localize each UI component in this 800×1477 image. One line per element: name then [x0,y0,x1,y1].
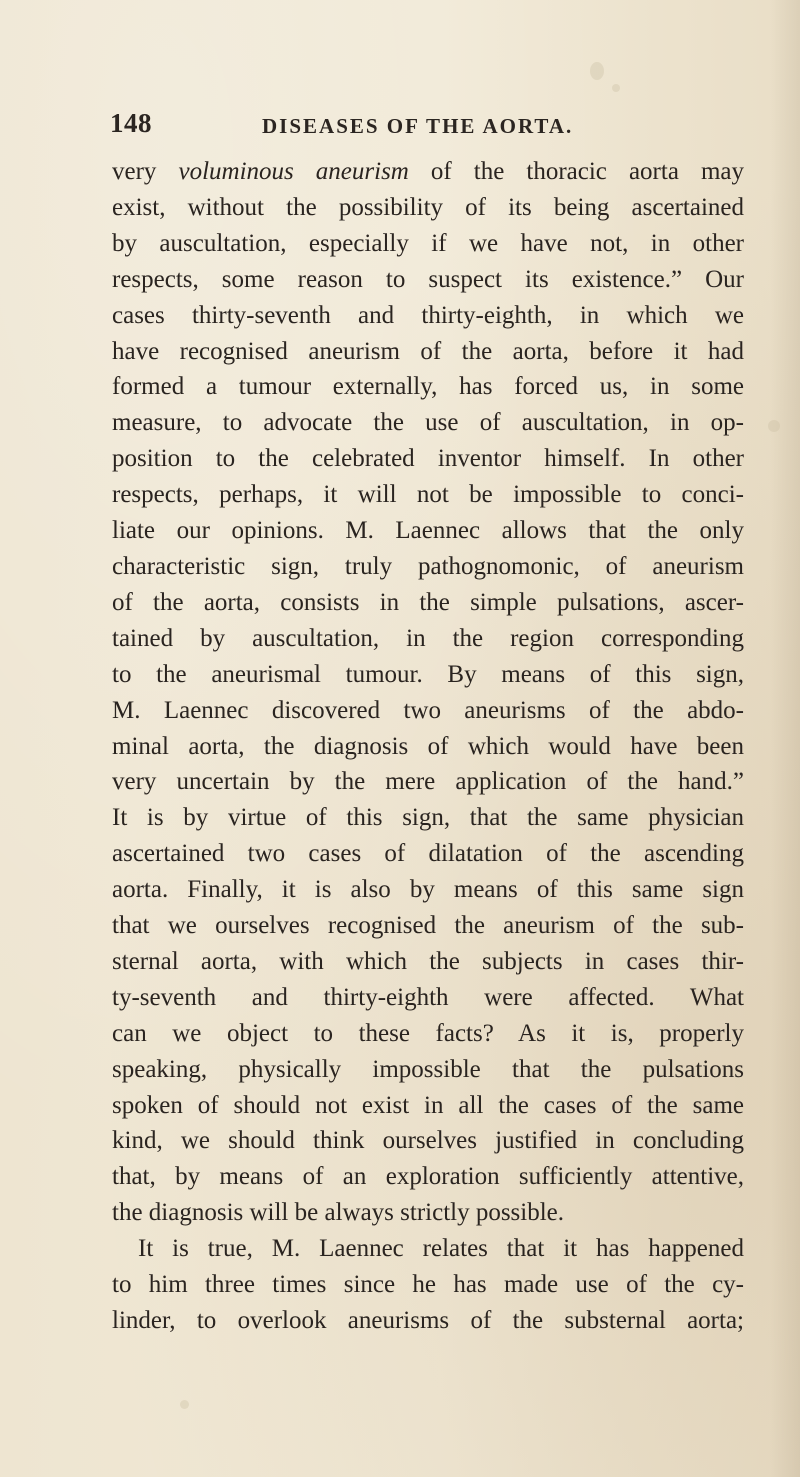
text-line: It is true, M. Laennec relates that it has happened [138,1235,744,1263]
text-line: minal aorta, the diagnosis of which would have been [112,732,744,760]
text-line: cases thirty-seventh and thirty-eighth, in which we [112,301,744,329]
text-line: spoken of should not exist in all the cases of the same [112,1091,744,1119]
text-line: can we object to these facts? As it is, properly [112,1019,744,1047]
italic-phrase: voluminous aneurism [178,158,409,185]
page-number: 148 [110,108,152,138]
text-line: measure, to advocate the use of auscultation, in op- [112,409,744,437]
paper-stain [180,1400,189,1409]
text-line: respects, some reason to suspect its existence.” Our [112,265,744,293]
text-line: very uncertain by the mere application of the hand.” [112,768,744,796]
text-line: kind, we should think ourselves justified in concluding [112,1127,744,1155]
page-edge-shadow [770,0,800,1477]
text-line: aorta. Finally, it is also by means of this same sign [112,876,744,904]
text-line: ascertained two cases of dilatation of the ascending [112,840,744,868]
body-text [112,154,744,1339]
running-head: DISEASES OF THE AORTA. [262,114,574,138]
text-line [112,154,744,190]
text-line: that we ourselves recognised the aneurism of the sub- [112,912,744,940]
text-line: It is by virtue of this sign, that the same physician [112,804,744,832]
text-line: ty-seventh and thirty-eighth were affected. What [112,983,744,1011]
text-line: formed a tumour externally, has forced us, in some [112,373,744,401]
text-segment: very [112,158,179,185]
text-line: to the aneurismal tumour. By means of this sign, [112,660,744,688]
text-line: liate our opinions. M. Laennec allows that the only [112,517,744,545]
text-line: M. Laennec discovered two aneurisms of the abdo- [112,696,744,724]
paper-stain [590,62,604,80]
text-line: to him three times since he has made use of the cy- [112,1271,744,1299]
text-line: by auscultation, especially if we have not, in other [112,229,744,257]
text-line: characteristic sign, truly pathognomonic, of aneurism [112,552,744,580]
text-line: sternal aorta, with which the subjects in cases thir- [112,947,744,975]
paper-stain [612,84,620,92]
text-line: have recognised aneurism of the aorta, before it had [112,337,744,365]
paper-stain [768,420,780,432]
text-line: the diagnosis will be always strictly possible. [112,1199,565,1227]
text-line: respects, perhaps, it will not be impossible to conci- [112,481,744,509]
text-line: position to the celebrated inventor himself. In other [112,445,744,473]
text-line: exist, without the possibility of its being ascertained [112,193,744,221]
text-line: of the aorta, consists in the simple pulsations, ascer- [112,588,744,616]
text-line: linder, to overlook aneurisms of the substernal aorta; [112,1307,744,1334]
text-line: tained by auscultation, in the region corresponding [112,624,744,652]
text-segment: of the thoracic aorta may [408,158,745,185]
page-header [110,108,730,148]
text-line: speaking, physically impossible that the pulsations [112,1055,744,1083]
text-line: that, by means of an exploration sufficiently attentive, [112,1163,744,1191]
